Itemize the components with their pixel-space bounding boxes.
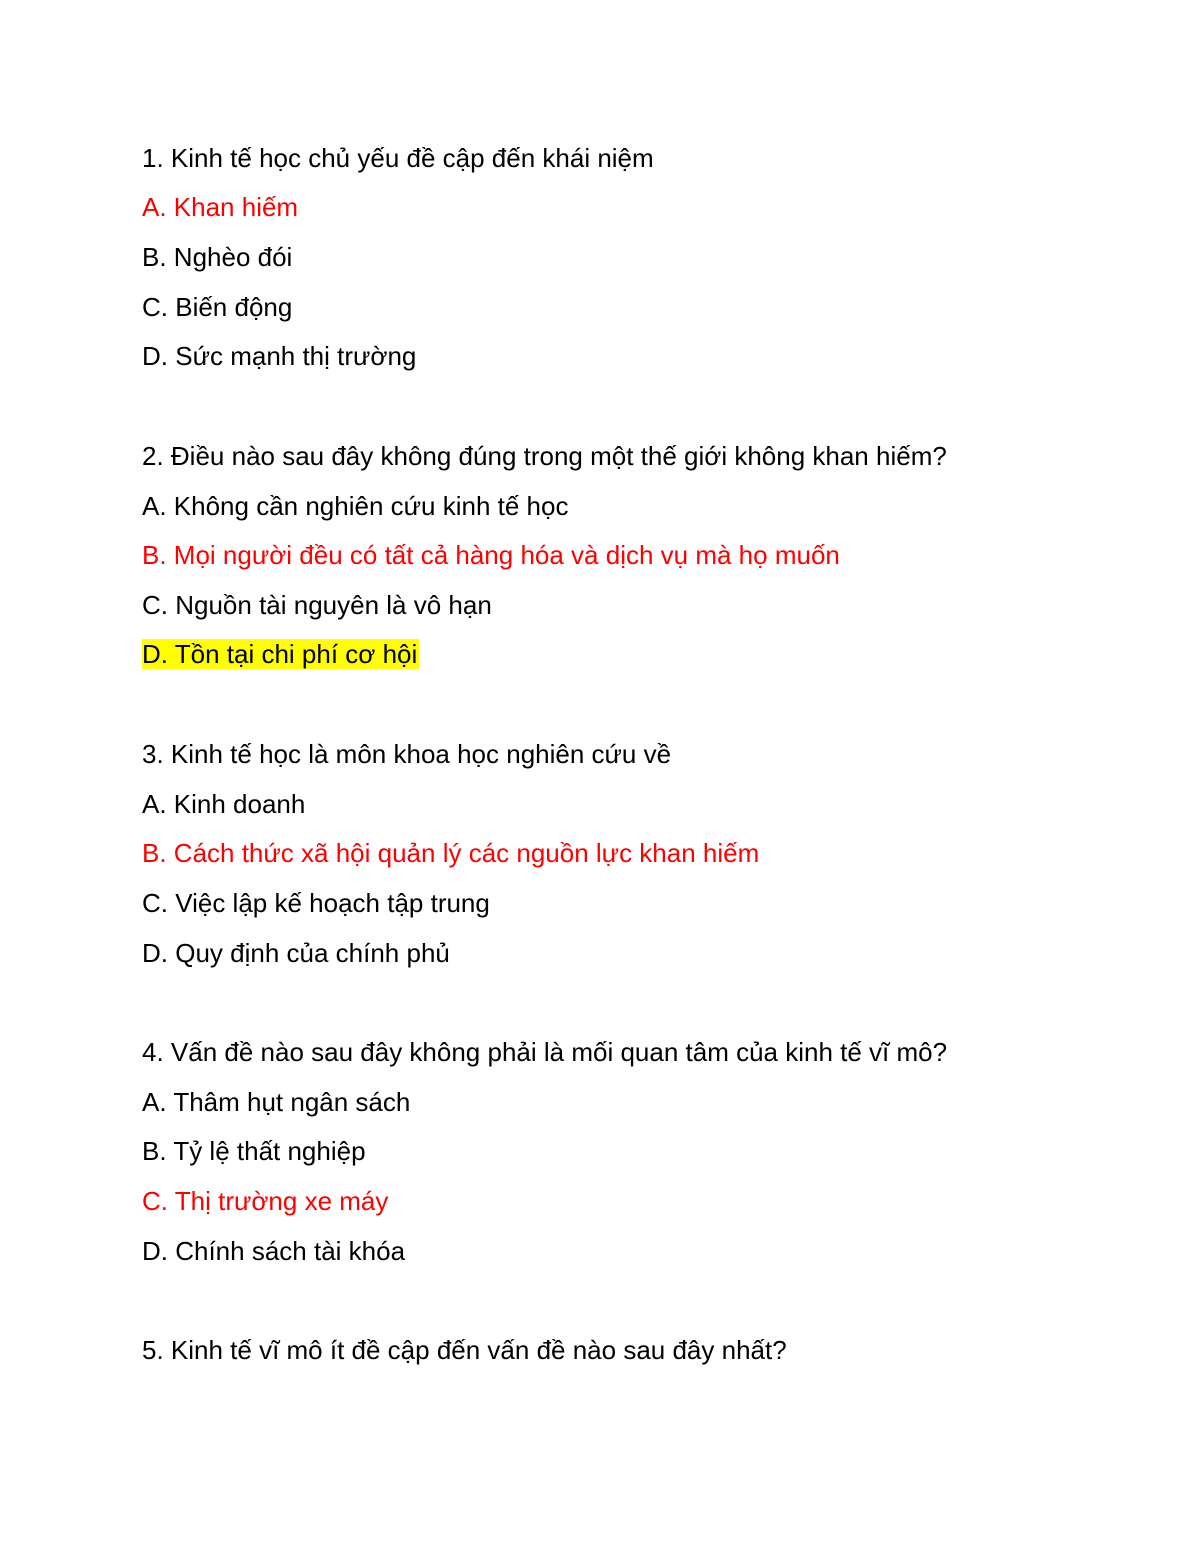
question-1: 1. Kinh tế học chủ yếu đề cập đến khái niệm (142, 143, 654, 173)
q1-option-b: B. Nghèo đói (142, 242, 293, 272)
q1-option-d: D. Sức mạnh thị trường (142, 341, 417, 371)
q2-option-d-text: D. Tồn tại chi phí cơ hội (142, 639, 418, 669)
q2-option-d-highlighted (142, 638, 419, 670)
q2-option-b: B. Mọi người đều có tất cả hàng hóa và dịch vụ mà họ muốn (142, 540, 840, 570)
q4-option-c: C. Thị trường xe máy (142, 1186, 389, 1216)
q3-option-d: D. Quy định của chính phủ (142, 938, 450, 968)
question-2: 2. Điều nào sau đây không đúng trong một thế giới không khan hiếm? (142, 441, 947, 471)
q3-option-c: C. Việc lập kế hoạch tập trung (142, 888, 490, 918)
q4-option-d: D. Chính sách tài khóa (142, 1236, 406, 1266)
q4-option-a: A. Thâm hụt ngân sách (142, 1087, 411, 1117)
question-3: 3. Kinh tế học là môn khoa học nghiên cứu về (142, 739, 672, 769)
q2-option-a: A. Không cần nghiên cứu kinh tế học (142, 491, 569, 521)
q1-option-c: C. Biến động (142, 292, 293, 322)
q2-option-c: C. Nguồn tài nguyên là vô hạn (142, 590, 492, 620)
q1-option-a: A. Khan hiếm (142, 192, 299, 222)
q3-option-b: B. Cách thức xã hội quản lý các nguồn lực khan hiếm (142, 838, 760, 868)
q3-option-a: A. Kinh doanh (142, 789, 306, 819)
question-5: 5. Kinh tế vĩ mô ít đề cập đến vấn đề nào sau đây nhất? (142, 1335, 787, 1365)
question-4: 4. Vấn đề nào sau đây không phải là mối quan tâm của kinh tế vĩ mô? (142, 1037, 948, 1067)
q4-option-b: B. Tỷ lệ thất nghiệp (142, 1136, 366, 1166)
